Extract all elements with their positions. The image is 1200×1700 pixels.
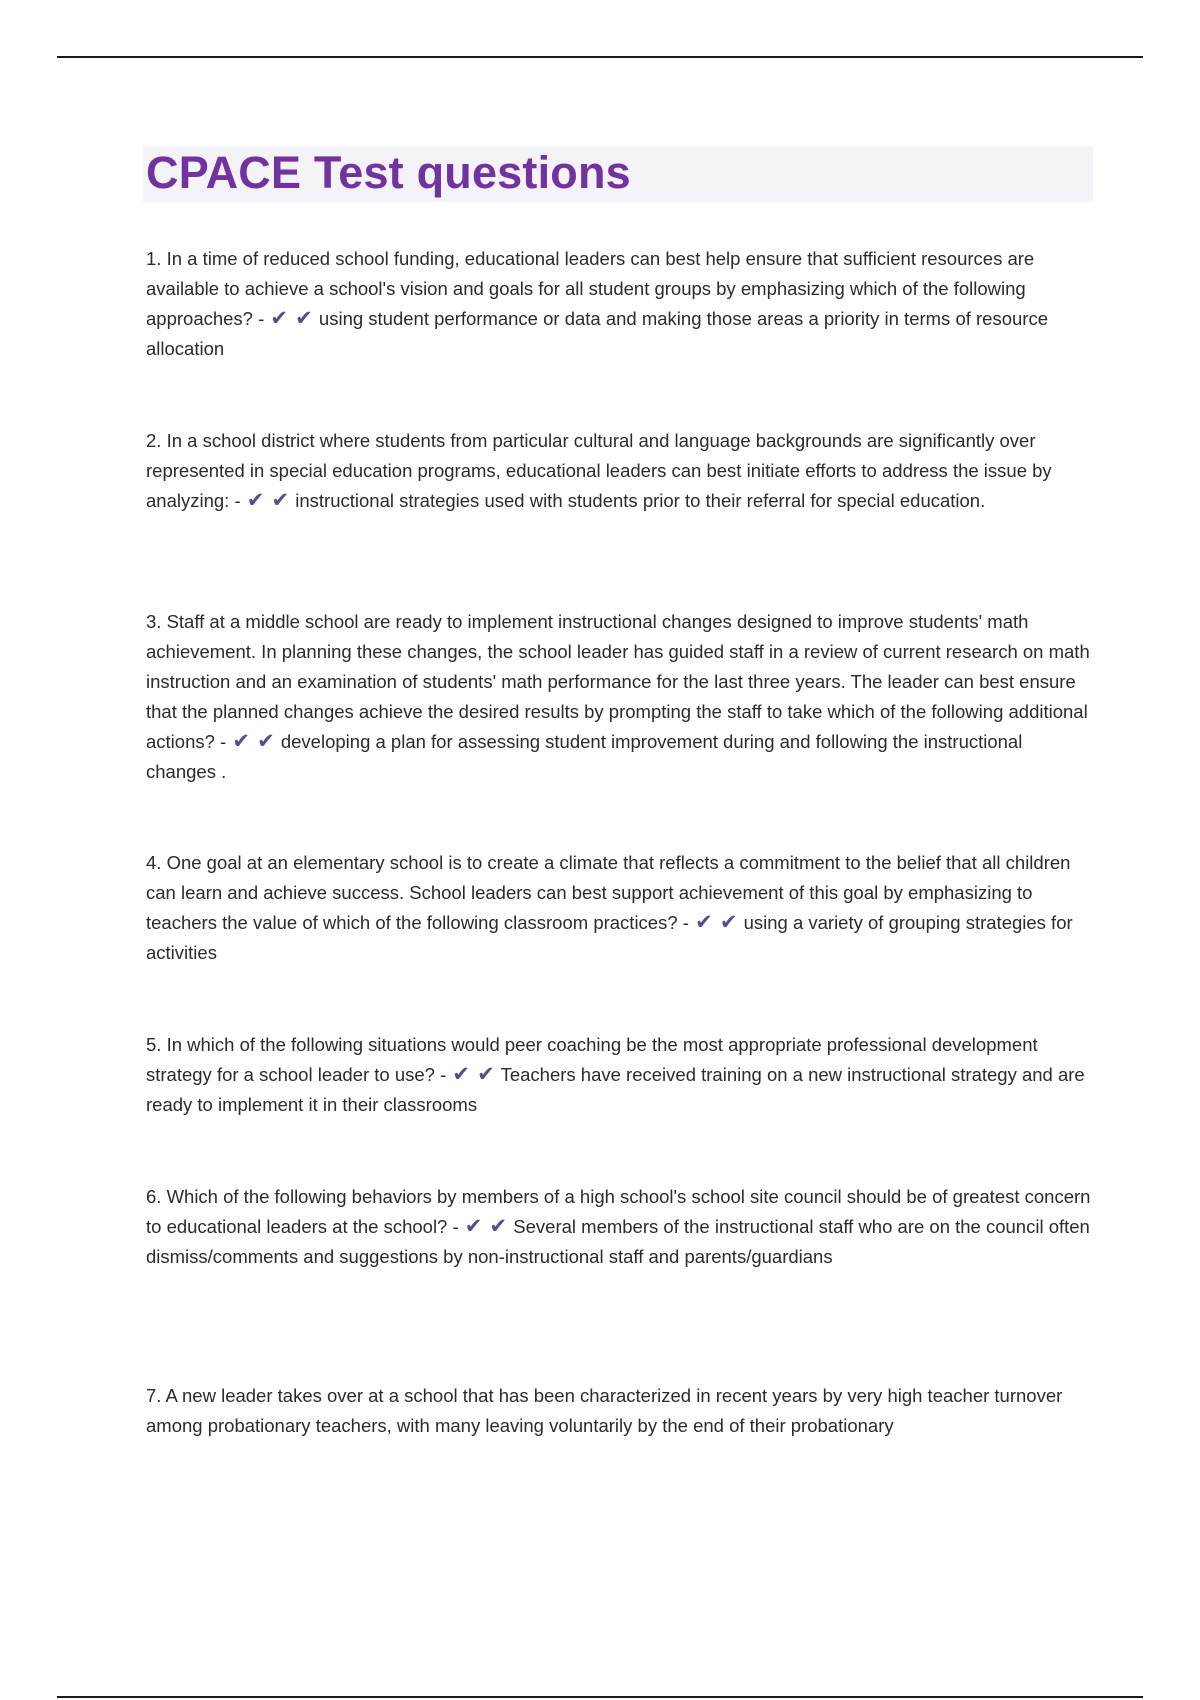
checkmark-icon: ✔ [295, 307, 313, 330]
document-title: CPACE Test questions [146, 147, 631, 198]
question-text: 2. In a school district where students from particular cultural and language backgrounds are significantly over represented in special education programs, educational leaders can best initiate efforts to address the issue by analyzing: - [146, 430, 1052, 511]
top-rule [57, 56, 1143, 58]
checkmark-icon: ✔ [232, 730, 250, 753]
qa-item-7 [146, 1381, 1096, 1441]
checkmark-icon: ✔ [270, 307, 289, 330]
answer-text: using a variety of grouping strategies for activities [146, 912, 1073, 963]
question-text: 5. In which of the following situations would peer coaching be the most appropriate professional development strategy for a school leader to use? - [146, 1034, 1038, 1085]
checkmark-icon: ✔ [246, 489, 265, 512]
qa-item-3 [146, 607, 1096, 787]
checkmark-icon: ✔ [464, 1215, 483, 1238]
answer-text: instructional strategies used with students prior to their referral for special education. [295, 490, 986, 511]
answer-text: using student performance or data and making those areas a priority in terms of resource allocation [146, 308, 1048, 359]
question-text: 6. Which of the following behaviors by members of a high school's school site council should be of greatest concern to educational leaders at the school? - [146, 1186, 1091, 1237]
qa-item-5 [146, 1030, 1096, 1120]
question-text: 7. A new leader takes over at a school that has been characterized in recent years by very high teacher turnover among probationary teachers, with many leaving voluntarily by the end of their probationary [146, 1385, 1063, 1436]
answer-text: Teachers have received training on a new instructional strategy and are ready to implement it in their classrooms [146, 1064, 1085, 1115]
qa-item-2 [146, 426, 1096, 516]
question-text: 4. One goal at an elementary school is to create a climate that reflects a commitment to the belief that all children can learn and achieve success. School leaders can best support achievement of this goal by emphasizing to teachers the value of which of the following classroom practices? - [146, 852, 1071, 933]
qa-item-1 [146, 244, 1096, 364]
qa-item-4 [146, 848, 1096, 968]
checkmark-icon: ✔ [477, 1063, 495, 1086]
answer-text: developing a plan for assessing student improvement during and following the instructional changes . [146, 731, 1023, 782]
qa-item-6 [146, 1182, 1096, 1272]
bottom-rule [57, 1696, 1143, 1698]
checkmark-icon: ✔ [489, 1215, 508, 1238]
checkmark-icon: ✔ [719, 911, 738, 934]
checkmark-icon: ✔ [257, 730, 275, 753]
checkmark-icon: ✔ [452, 1063, 471, 1086]
question-text: 1. In a time of reduced school funding, educational leaders can best help ensure that sufficient resources are available to achieve a school's vision and goals for all student groups by emphasizing which of the following approaches? - [146, 248, 1035, 329]
answer-text: Several members of the instructional staff who are on the council often dismiss/comments and suggestions by non-instructional staff and parents/guardians [146, 1216, 1090, 1267]
question-text: 3. Staff at a middle school are ready to implement instructional changes designed to improve students' math achievement. In planning these changes, the school leader has guided staff in a review of current research on math instruction and an examination of students' math performance for the last three years. The leader can best ensure that the planned changes achieve the desired results by prompting the staff to take which of the following additional actions? - [146, 611, 1090, 752]
checkmark-icon: ✔ [695, 911, 713, 934]
checkmark-icon: ✔ [271, 489, 290, 512]
